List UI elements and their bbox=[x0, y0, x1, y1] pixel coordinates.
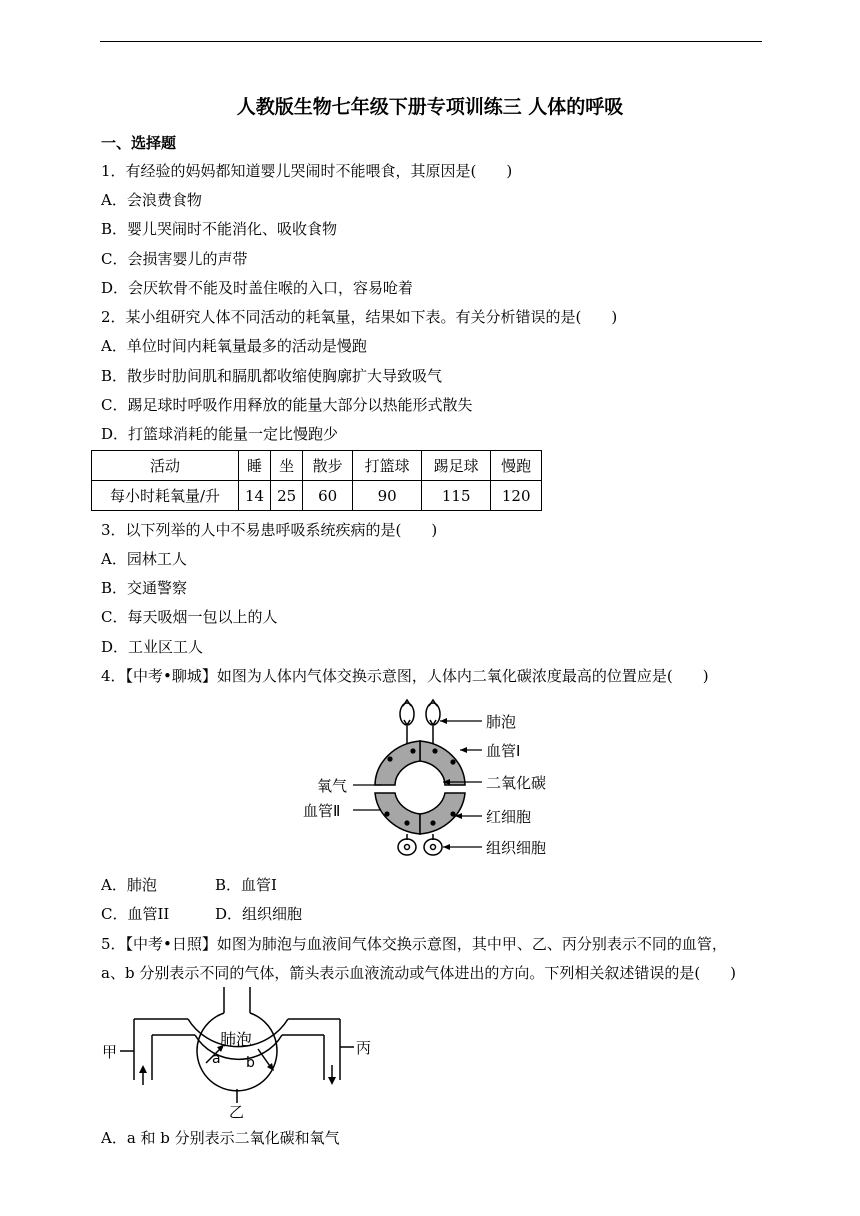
label-alveolus: 肺泡 bbox=[486, 713, 517, 731]
q2-option-d: D．打篮球消耗的能量一定比慢跑少 bbox=[101, 425, 339, 443]
table-cell: 14 bbox=[239, 481, 271, 511]
table-cell: 活动 bbox=[92, 451, 239, 481]
q1-option-b: B．婴儿哭闹时不能消化、吸收食物 bbox=[101, 220, 338, 238]
q1-option-d: D．会厌软骨不能及时盖住喉的入口，容易呛着 bbox=[101, 279, 414, 297]
q4-stem: 4．【中考•聊城】如图为人体内气体交换示意图，人体内二氧化碳浓度最高的位置应是( ) bbox=[101, 667, 709, 685]
q5-option-a: A．a 和 b 分别表示二氧化碳和氧气 bbox=[101, 1129, 340, 1147]
label-bing: 丙 bbox=[356, 1039, 372, 1057]
q4-option-a: A．肺泡 bbox=[101, 876, 157, 894]
label-vessel-2: 血管Ⅱ bbox=[303, 802, 341, 820]
q5-stem-line-2: a、b 分别表示不同的气体，箭头表示血液流动或气体进出的方向。下列相关叙述错误的是( ) bbox=[101, 964, 737, 982]
table-row bbox=[92, 481, 542, 511]
oxygen-table bbox=[91, 450, 542, 511]
q1-option-a: A．会浪费食物 bbox=[101, 191, 202, 209]
table-cell: 115 bbox=[422, 481, 491, 511]
table-cell: 60 bbox=[303, 481, 353, 511]
label-yi: 乙 bbox=[229, 1103, 245, 1120]
q1-stem: 1．有经验的妈妈都知道婴儿哭闹时不能喂食，其原因是( ) bbox=[101, 162, 513, 180]
table-cell: 慢跑 bbox=[491, 451, 542, 481]
table-cell: 120 bbox=[491, 481, 542, 511]
table-cell: 坐 bbox=[271, 451, 303, 481]
alveolus-blood-diagram bbox=[100, 985, 385, 1120]
section-heading: 一、选择题 bbox=[101, 134, 177, 152]
label-jia: 甲 bbox=[102, 1043, 118, 1061]
q4-option-c: C．血管II bbox=[101, 905, 170, 923]
q3-option-d: D．工业区工人 bbox=[101, 638, 204, 656]
table-cell: 90 bbox=[353, 481, 422, 511]
q3-stem: 3．以下列举的人中不易患呼吸系统疾病的是( ) bbox=[101, 521, 438, 539]
q2-option-b: B．散步时肋间肌和膈肌都收缩使胸廓扩大导致吸气 bbox=[101, 367, 443, 385]
label-gas-a: a bbox=[212, 1051, 221, 1067]
table-cell: 25 bbox=[271, 481, 303, 511]
q3-option-c: C．每天吸烟一包以上的人 bbox=[101, 608, 278, 626]
q4-option-d: D．组织细胞 bbox=[215, 905, 303, 923]
table-row bbox=[92, 451, 542, 481]
table-cell: 打篮球 bbox=[353, 451, 422, 481]
q5-stem-line-1: 5．【中考•日照】如图为肺泡与血液间气体交换示意图，其中甲、乙、丙分别表示不同的血管， bbox=[101, 935, 727, 953]
label-co2: 二氧化碳 bbox=[486, 774, 547, 792]
table-cell: 每小时耗氧量/升 bbox=[92, 481, 239, 511]
label-oxygen: 氧气 bbox=[317, 777, 348, 795]
page-title: 人教版生物七年级下册专项训练三 人体的呼吸 bbox=[236, 96, 624, 118]
q3-option-b: B．交通警察 bbox=[101, 579, 188, 597]
label-vessel-1: 血管Ⅰ bbox=[486, 742, 521, 760]
label-tissue-cell: 组织细胞 bbox=[486, 839, 547, 857]
label-rbc: 红细胞 bbox=[486, 808, 532, 826]
table-cell: 睡 bbox=[239, 451, 271, 481]
label-alveolus: 肺泡 bbox=[220, 1030, 253, 1049]
q2-stem: 2．某小组研究人体不同活动的耗氧量，结果如下表。有关分析错误的是( ) bbox=[101, 308, 618, 326]
header-rule bbox=[100, 41, 762, 42]
q2-option-c: C．踢足球时呼吸作用释放的能量大部分以热能形式散失 bbox=[101, 396, 473, 414]
label-gas-b: b bbox=[246, 1055, 255, 1071]
table-cell: 散步 bbox=[303, 451, 353, 481]
q4-option-b: B．血管I bbox=[215, 876, 277, 894]
gas-exchange-diagram bbox=[295, 696, 570, 866]
q2-option-a: A．单位时间内耗氧量最多的活动是慢跑 bbox=[101, 337, 367, 355]
table-cell: 踢足球 bbox=[422, 451, 491, 481]
q3-option-a: A．园林工人 bbox=[101, 550, 187, 568]
q1-option-c: C．会损害婴儿的声带 bbox=[101, 250, 248, 268]
